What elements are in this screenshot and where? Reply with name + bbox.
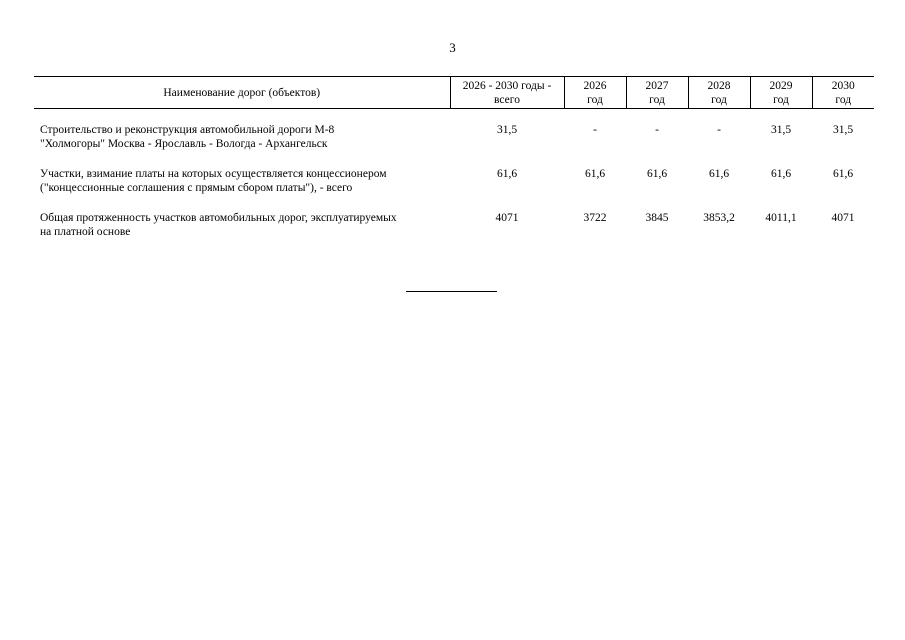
header-year: 2029: [769, 80, 793, 92]
table-row: [34, 123, 874, 151]
header-year-unit: год: [711, 94, 727, 106]
row-name-line1: Участки, взимание платы на которых осуществляется концессионером: [40, 168, 387, 180]
row-name-line2: на платной основе: [40, 226, 131, 238]
row-name: [34, 211, 450, 239]
table-row: [34, 167, 874, 195]
header-total-line2: всего: [494, 94, 520, 106]
header-year: 2026: [583, 80, 607, 92]
row-name: [34, 167, 450, 195]
header-total-line1: 2026 - 2030 годы -: [462, 80, 552, 92]
cell-2030: 4071: [831, 212, 855, 224]
header-year-unit: год: [773, 94, 789, 106]
header-year-2027: [626, 77, 688, 109]
cell-2030: 61,6: [832, 168, 854, 180]
table-header-row: [34, 77, 874, 109]
cell-total: 4071: [495, 212, 519, 224]
header-year-unit: год: [649, 94, 665, 106]
cell-2029: 31,5: [770, 124, 792, 136]
header-year-2026: [564, 77, 626, 109]
cell-2026: 3722: [583, 212, 607, 224]
header-year-2030: [812, 77, 874, 109]
cell-2027: -: [655, 124, 659, 136]
row-name: [34, 123, 450, 151]
cell-2026: -: [593, 124, 597, 136]
road-length-table: [34, 76, 874, 239]
cell-total: 31,5: [496, 124, 518, 136]
row-name-line2: "Холмогоры" Москва - Ярославль - Вологда - Архангельск: [40, 138, 328, 150]
cell-2028: 61,6: [708, 168, 730, 180]
header-year-2028: [688, 77, 750, 109]
cell-2028: 3853,2: [703, 212, 735, 224]
cell-2027: 3845: [645, 212, 669, 224]
header-year-unit: год: [835, 94, 852, 106]
row-name-line1: Общая протяженность участков автомобильных дорог, эксплуатируемых: [40, 212, 397, 224]
cell-2027: 61,6: [646, 168, 668, 180]
cell-2029: 4011,1: [765, 212, 797, 224]
row-name-line1: Строительство и реконструкция автомобильной дороги М-8: [40, 124, 335, 136]
cell-total: 61,6: [496, 168, 518, 180]
header-year: 2028: [707, 80, 731, 92]
table-row: [34, 211, 874, 239]
header-year: 2030: [831, 80, 855, 92]
cell-2028: -: [717, 124, 721, 136]
row-name-line2: ("концессионные соглашения с прямым сбором платы"), - всего: [40, 182, 353, 194]
cell-2030: 31,5: [832, 124, 854, 136]
page-number: 3: [449, 40, 456, 55]
header-year: 2027: [645, 80, 669, 92]
end-of-document-line: [406, 291, 497, 292]
header-year-2029: [750, 77, 812, 109]
cell-2029: 61,6: [770, 168, 792, 180]
header-year-unit: год: [587, 94, 603, 106]
header-total: [450, 77, 564, 109]
header-name: Наименование дорог (объектов): [34, 77, 450, 109]
cell-2026: 61,6: [584, 168, 606, 180]
